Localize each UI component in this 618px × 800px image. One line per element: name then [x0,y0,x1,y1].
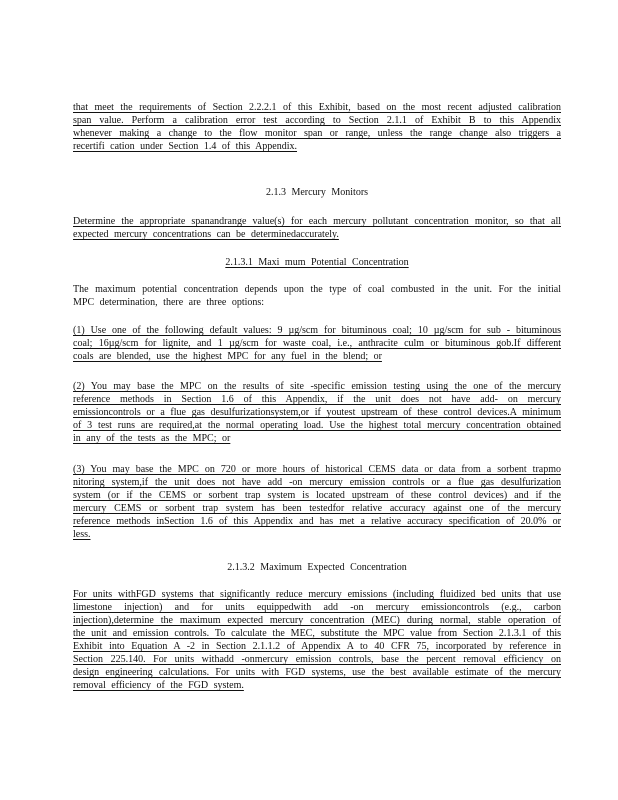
paragraph-option-2: (2) You may base the MPC on the results of site -specific emission testing using the one of the mercury reference methods in Section 1.6 of this Appendix, if the unit does not have add- on mercury emissioncontrols or a flue gas desulfurizationsystem,or if youtest upstream of these control devices.A minimum of 3 test runs are required,at the normal operating load. Use the highest total mercury concentration obtained in any of the tests as the MPC; or [73,381,561,444]
section-heading-max-potential-concentration: 2.1.3.1 Maxi mum Potential Concentration [225,257,409,268]
paragraph-mec: For units withFGD systems that significantly reduce mercury emissions (including fluidized bed units that use limestone injection) and for units equippedwith add -on mercury emissioncontrols (e.g., carbon injection),determine the maximum expected mercury concentration (MEC) during normal, stable operation of the unit and emission controls. To calculate the MEC, substitute the MPC value from Section 2.1.3.1 of this Exhibit into Equation A -2 in Section 2.1.1.2 of Appendix A to 40 CFR 75, incorporated by reference in Section 225.140. For units withadd -onmercury emission controls, base the percent removal efficiency on design engineering calculations. For units with FGD systems, use the best available estimate of the mercury removal efficiency of the FGD system. [73,589,561,691]
paragraph-option-3: (3) You may base the MPC on 720 or more hours of historical CEMS data or data from a sorbent trapmo nitoring system,if the unit does not have add -on mercury emission controls or a flue gas desulfurization system (or if the CEMS or sorbent trap system is located upstream of these control devices) and if the mercury CEMS or sorbent trap system has been testedfor relative accuracy against one of the mercury reference methods inSection 1.6 of this Appendix and has met a relative accuracy specification of 20.0% or less. [73,464,561,540]
paragraph-calibration: that meet the requirements of Section 2.2.2.1 of this Exhibit, based on the most recent adjusted calibration span value. Perform a calibration error test according to Section 2.1.1 of Exhibit B to this Appendix whenever making a change to the flow monitor span or range, unless the range change also triggers a recertifi cation under Section 1.4 of this Appendix. [73,102,561,152]
paragraph-mpc-intro: The maximum potential concentration depends upon the type of coal combusted in the unit. For the initial MPC determination, there are three options: [73,284,561,308]
paragraph-option-1: (1) Use one of the following default values: 9 µg/scm for bituminous coal; 10 µg/scm for sub - bituminous coal; 16µg/scm for lignite, and 1 µg/scm for waste coal, i.e., anthracite culm or bituminous gob.If different coals are blended, use the highest MPC for any fuel in the blend; or [73,325,561,362]
section-heading-mercury-monitors: 2.1.3 Mercury Monitors [265,187,369,198]
paragraph-span-range: Determine the appropriate spanandrange value(s) for each mercury pollutant concentration monitor, so that all expected mercury concentrations can be determinedaccurately. [73,216,561,240]
section-heading-max-expected-concentration: 2.1.3.2 Maximum Expected Concentration [227,562,407,573]
